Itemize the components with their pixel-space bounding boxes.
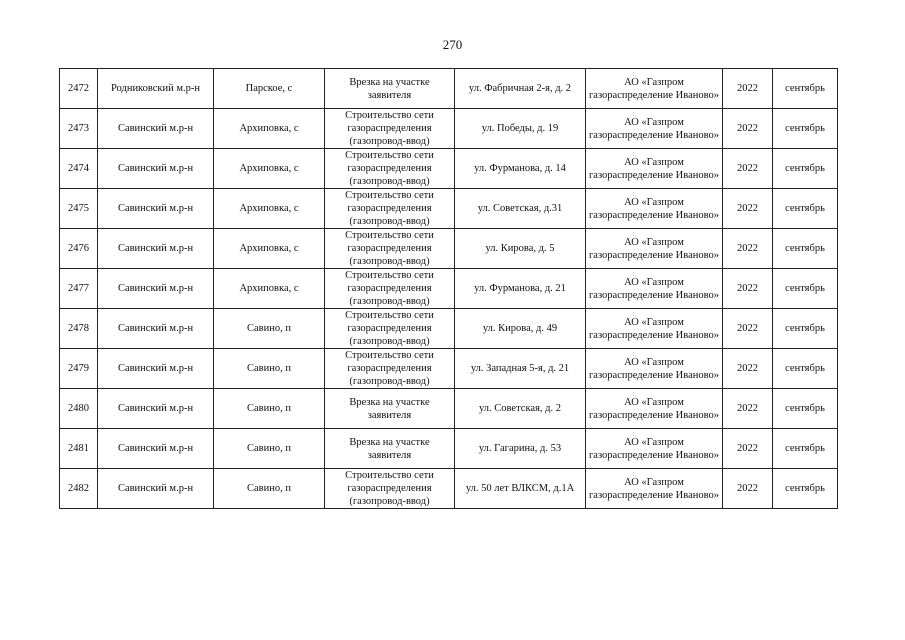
cell-year: 2022 <box>723 269 773 309</box>
cell-work-type: Строительство сети газораспределения (газопровод-ввод) <box>325 149 455 189</box>
table-row <box>60 229 838 269</box>
cell-year: 2022 <box>723 189 773 229</box>
table-row <box>60 309 838 349</box>
cell-month: сентябрь <box>773 389 838 429</box>
cell-settlement: Архиповка, с <box>214 109 325 149</box>
cell-work-type: Строительство сети газораспределения (газопровод-ввод) <box>325 349 455 389</box>
cell-organization: АО «Газпром газораспределение Иваново» <box>586 269 723 309</box>
cell-year: 2022 <box>723 309 773 349</box>
cell-organization: АО «Газпром газораспределение Иваново» <box>586 69 723 109</box>
cell-settlement: Архиповка, с <box>214 269 325 309</box>
cell-settlement: Савино, п <box>214 309 325 349</box>
cell-row-number: 2480 <box>60 389 98 429</box>
table-row <box>60 269 838 309</box>
cell-organization: АО «Газпром газораспределение Иваново» <box>586 109 723 149</box>
cell-district: Савинский м.р-н <box>98 469 214 509</box>
cell-work-type: Врезка на участке заявителя <box>325 69 455 109</box>
cell-address: ул. Кирова, д. 49 <box>455 309 586 349</box>
cell-address: ул. Фурманова, д. 21 <box>455 269 586 309</box>
cell-year: 2022 <box>723 429 773 469</box>
cell-organization: АО «Газпром газораспределение Иваново» <box>586 469 723 509</box>
cell-row-number: 2475 <box>60 189 98 229</box>
cell-address: ул. Гагарина, д. 53 <box>455 429 586 469</box>
cell-work-type: Врезка на участке заявителя <box>325 389 455 429</box>
gasification-table <box>59 68 838 509</box>
cell-work-type: Строительство сети газораспределения (газопровод-ввод) <box>325 269 455 309</box>
cell-address: ул. Советская, д.31 <box>455 189 586 229</box>
cell-month: сентябрь <box>773 469 838 509</box>
cell-settlement: Савино, п <box>214 429 325 469</box>
cell-row-number: 2476 <box>60 229 98 269</box>
cell-district: Савинский м.р-н <box>98 189 214 229</box>
cell-organization: АО «Газпром газораспределение Иваново» <box>586 429 723 469</box>
cell-settlement: Савино, п <box>214 349 325 389</box>
cell-settlement: Савино, п <box>214 389 325 429</box>
cell-address: ул. Победы, д. 19 <box>455 109 586 149</box>
cell-settlement: Парское, с <box>214 69 325 109</box>
table-row <box>60 389 838 429</box>
cell-work-type: Строительство сети газораспределения (газопровод-ввод) <box>325 109 455 149</box>
cell-organization: АО «Газпром газораспределение Иваново» <box>586 149 723 189</box>
cell-year: 2022 <box>723 469 773 509</box>
cell-year: 2022 <box>723 109 773 149</box>
cell-district: Савинский м.р-н <box>98 149 214 189</box>
cell-work-type: Строительство сети газораспределения (газопровод-ввод) <box>325 309 455 349</box>
cell-year: 2022 <box>723 69 773 109</box>
cell-address: ул. Советская, д. 2 <box>455 389 586 429</box>
cell-row-number: 2474 <box>60 149 98 189</box>
table-row <box>60 469 838 509</box>
table-row <box>60 149 838 189</box>
cell-district: Савинский м.р-н <box>98 109 214 149</box>
cell-settlement: Архиповка, с <box>214 189 325 229</box>
table-row <box>60 429 838 469</box>
cell-year: 2022 <box>723 149 773 189</box>
cell-month: сентябрь <box>773 149 838 189</box>
cell-district: Савинский м.р-н <box>98 389 214 429</box>
cell-row-number: 2479 <box>60 349 98 389</box>
cell-year: 2022 <box>723 349 773 389</box>
cell-month: сентябрь <box>773 429 838 469</box>
cell-month: сентябрь <box>773 189 838 229</box>
cell-work-type: Строительство сети газораспределения (газопровод-ввод) <box>325 469 455 509</box>
cell-district: Родниковский м.р-н <box>98 69 214 109</box>
cell-settlement: Савино, п <box>214 469 325 509</box>
cell-row-number: 2481 <box>60 429 98 469</box>
cell-month: сентябрь <box>773 309 838 349</box>
cell-organization: АО «Газпром газораспределение Иваново» <box>586 309 723 349</box>
cell-work-type: Строительство сети газораспределения (газопровод-ввод) <box>325 189 455 229</box>
cell-row-number: 2473 <box>60 109 98 149</box>
cell-address: ул. Фурманова, д. 14 <box>455 149 586 189</box>
cell-address: ул. Фабричная 2-я, д. 2 <box>455 69 586 109</box>
cell-district: Савинский м.р-н <box>98 309 214 349</box>
cell-district: Савинский м.р-н <box>98 429 214 469</box>
cell-settlement: Архиповка, с <box>214 229 325 269</box>
cell-year: 2022 <box>723 389 773 429</box>
cell-year: 2022 <box>723 229 773 269</box>
cell-address: ул. Западная 5-я, д. 21 <box>455 349 586 389</box>
table-row <box>60 69 838 109</box>
cell-organization: АО «Газпром газораспределение Иваново» <box>586 349 723 389</box>
cell-month: сентябрь <box>773 349 838 389</box>
cell-month: сентябрь <box>773 269 838 309</box>
cell-work-type: Строительство сети газораспределения (газопровод-ввод) <box>325 229 455 269</box>
cell-month: сентябрь <box>773 69 838 109</box>
cell-district: Савинский м.р-н <box>98 269 214 309</box>
cell-row-number: 2472 <box>60 69 98 109</box>
cell-month: сентябрь <box>773 229 838 269</box>
cell-address: ул. 50 лет ВЛКСМ, д.1А <box>455 469 586 509</box>
table-row <box>60 189 838 229</box>
cell-row-number: 2482 <box>60 469 98 509</box>
cell-work-type: Врезка на участке заявителя <box>325 429 455 469</box>
table-row <box>60 109 838 149</box>
table-body <box>60 69 838 509</box>
cell-row-number: 2477 <box>60 269 98 309</box>
cell-district: Савинский м.р-н <box>98 349 214 389</box>
table-row <box>60 349 838 389</box>
cell-settlement: Архиповка, с <box>214 149 325 189</box>
cell-organization: АО «Газпром газораспределение Иваново» <box>586 389 723 429</box>
cell-row-number: 2478 <box>60 309 98 349</box>
cell-month: сентябрь <box>773 109 838 149</box>
page-number: 270 <box>442 37 463 52</box>
cell-district: Савинский м.р-н <box>98 229 214 269</box>
cell-organization: АО «Газпром газораспределение Иваново» <box>586 189 723 229</box>
cell-organization: АО «Газпром газораспределение Иваново» <box>586 229 723 269</box>
cell-address: ул. Кирова, д. 5 <box>455 229 586 269</box>
